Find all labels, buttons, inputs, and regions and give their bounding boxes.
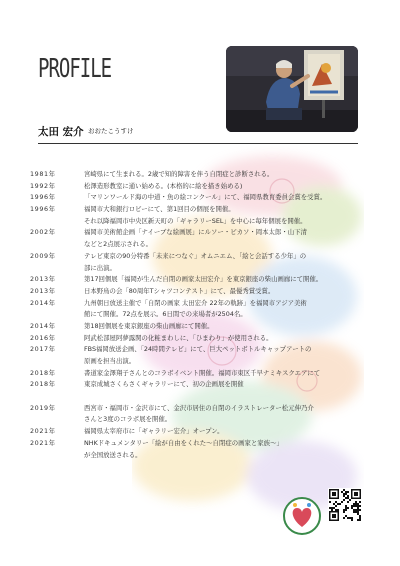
timeline-row	[30, 356, 370, 368]
timeline-year: 1996年	[30, 193, 56, 202]
timeline-event: 第18回個展を東京銀座の柴山画廊にて開催。	[84, 321, 214, 330]
career-timeline	[30, 169, 370, 461]
timeline-year: 2009年	[30, 251, 56, 260]
timeline-event: 第17回個展「福岡が生んだ自閉の画家太田宏介」を東京銀座の柴山画廊にて開催。	[84, 275, 323, 284]
timeline-row	[30, 414, 370, 426]
timeline-year: 2018年	[30, 368, 56, 377]
timeline-row	[30, 181, 370, 193]
timeline-row	[30, 403, 370, 415]
timeline-year: 1981年	[30, 170, 56, 178]
timeline-year: 2021年	[30, 438, 56, 447]
timeline-row	[30, 263, 370, 275]
timeline-year: 2018年	[30, 380, 56, 389]
timeline-event: 松澤造形教室に通い始める。(本格的に絵を描き始める)	[84, 181, 243, 190]
timeline-row	[30, 379, 370, 391]
timeline-row	[30, 298, 370, 310]
timeline-year: 1996年	[30, 205, 56, 214]
timeline-year: 2017年	[30, 345, 56, 354]
timeline-row	[30, 227, 370, 239]
timeline-row	[30, 438, 370, 450]
timeline-event: などと2点展示される。	[84, 240, 152, 249]
timeline-year: 1992年	[30, 181, 56, 190]
timeline-event: 「マリンワールド海の中道・魚の絵コンクール」にて、福岡県教育委員会賞を受賞。	[84, 193, 327, 202]
qr-code	[328, 488, 362, 522]
divider	[38, 143, 358, 144]
timeline-row	[30, 192, 370, 204]
timeline-row	[30, 169, 370, 181]
timeline-row	[30, 216, 370, 228]
timeline-year: 2013年	[30, 286, 56, 295]
timeline-event: 東京成城さくらさくギャラリーにて、初の企画展を開催	[84, 380, 244, 389]
timeline-year: 2021年	[30, 427, 56, 436]
timeline-event: FBS福岡放送企画、「24時間テレビ」にて、巨大ペットボトルキャップアートの	[84, 345, 312, 354]
page-title: PROFILE	[38, 54, 112, 84]
timeline-year: 2019年	[30, 403, 56, 412]
timeline-event: 福岡市大和銀行ロビーにて、第1回目の個展を開催。	[84, 205, 235, 214]
timeline-event: さんと3度のコラボ展を開催。	[84, 415, 172, 424]
timeline-row	[30, 333, 370, 345]
timeline-event: 書道家金澤翔子さんとのコラボイベント開催。福岡市東区千早ナミキスクエアにて	[84, 368, 321, 377]
timeline-event: それ以降福岡市中央区新天町の「ギャラリーSEL」を中心に毎年個展を開催。	[84, 216, 307, 225]
timeline-row	[30, 321, 370, 333]
timeline-event: 福岡市美術館企画「ナイーブな絵画展」にルソー・ピカソ・岡本太郎・山下清	[84, 228, 307, 237]
person-name: 太田 宏介	[38, 126, 84, 138]
timeline-row	[30, 239, 370, 251]
timeline-row	[30, 309, 370, 321]
timeline-row	[30, 286, 370, 298]
name-row	[38, 124, 356, 144]
timeline-event: 西宮市・福岡市・金沢市にて、金沢市居住の自閉のイラストレーター松元伸乃介	[84, 403, 314, 412]
person-name-kana: おおたこうすけ	[88, 127, 134, 135]
timeline-event: 阿武松部屋阿夢露関の化粧まわしに、「ひまわり」が使用される。	[84, 333, 273, 342]
timeline-row	[30, 391, 370, 403]
timeline-row	[30, 426, 370, 438]
artist-painting-photo	[226, 46, 358, 132]
timeline-event: 館にて開催。72点を展示。6日間での来場者が2504名。	[84, 310, 247, 319]
timeline-row	[30, 450, 370, 462]
timeline-year: 2002年	[30, 228, 56, 237]
timeline-event: 部に出演。	[84, 263, 116, 272]
timeline-row	[30, 274, 370, 286]
timeline-year: 2014年	[30, 321, 56, 330]
timeline-event: 福岡県太宰府市に「ギャラリー宏介」オープン。	[84, 427, 224, 436]
timeline-year: 2016年	[30, 333, 56, 342]
timeline-event: テレビ東京の90分特番「未来につなぐ」オムニエム、「絵と会話する少年」の	[84, 251, 307, 260]
timeline-row	[30, 368, 370, 380]
timeline-row	[30, 251, 370, 263]
timeline-event: が全国放送される。	[84, 450, 142, 459]
timeline-year: 2014年	[30, 298, 56, 307]
timeline-event: 原画を担当出演。	[84, 357, 136, 365]
timeline-year: 2013年	[30, 275, 56, 284]
timeline-row	[30, 344, 370, 356]
timeline-row	[30, 204, 370, 216]
timeline-event: 宮崎県にて生まれる。2歳で知的障害を伴う自閉症と診断される。	[84, 170, 274, 178]
timeline-event: 九州朝日放送主催で「自閉の画家 太田宏介 22年の軌跡」を福岡市アジア美術	[84, 298, 307, 307]
timeline-event: NHKドキュメンタリー「絵が自由をくれた～自閉症の画家と家族～」	[84, 438, 283, 447]
heart-logo	[282, 496, 322, 536]
timeline-event: 日本野鳥の会「80周年Tシャツコンテスト」にて、最優秀賞受賞。	[84, 286, 275, 295]
